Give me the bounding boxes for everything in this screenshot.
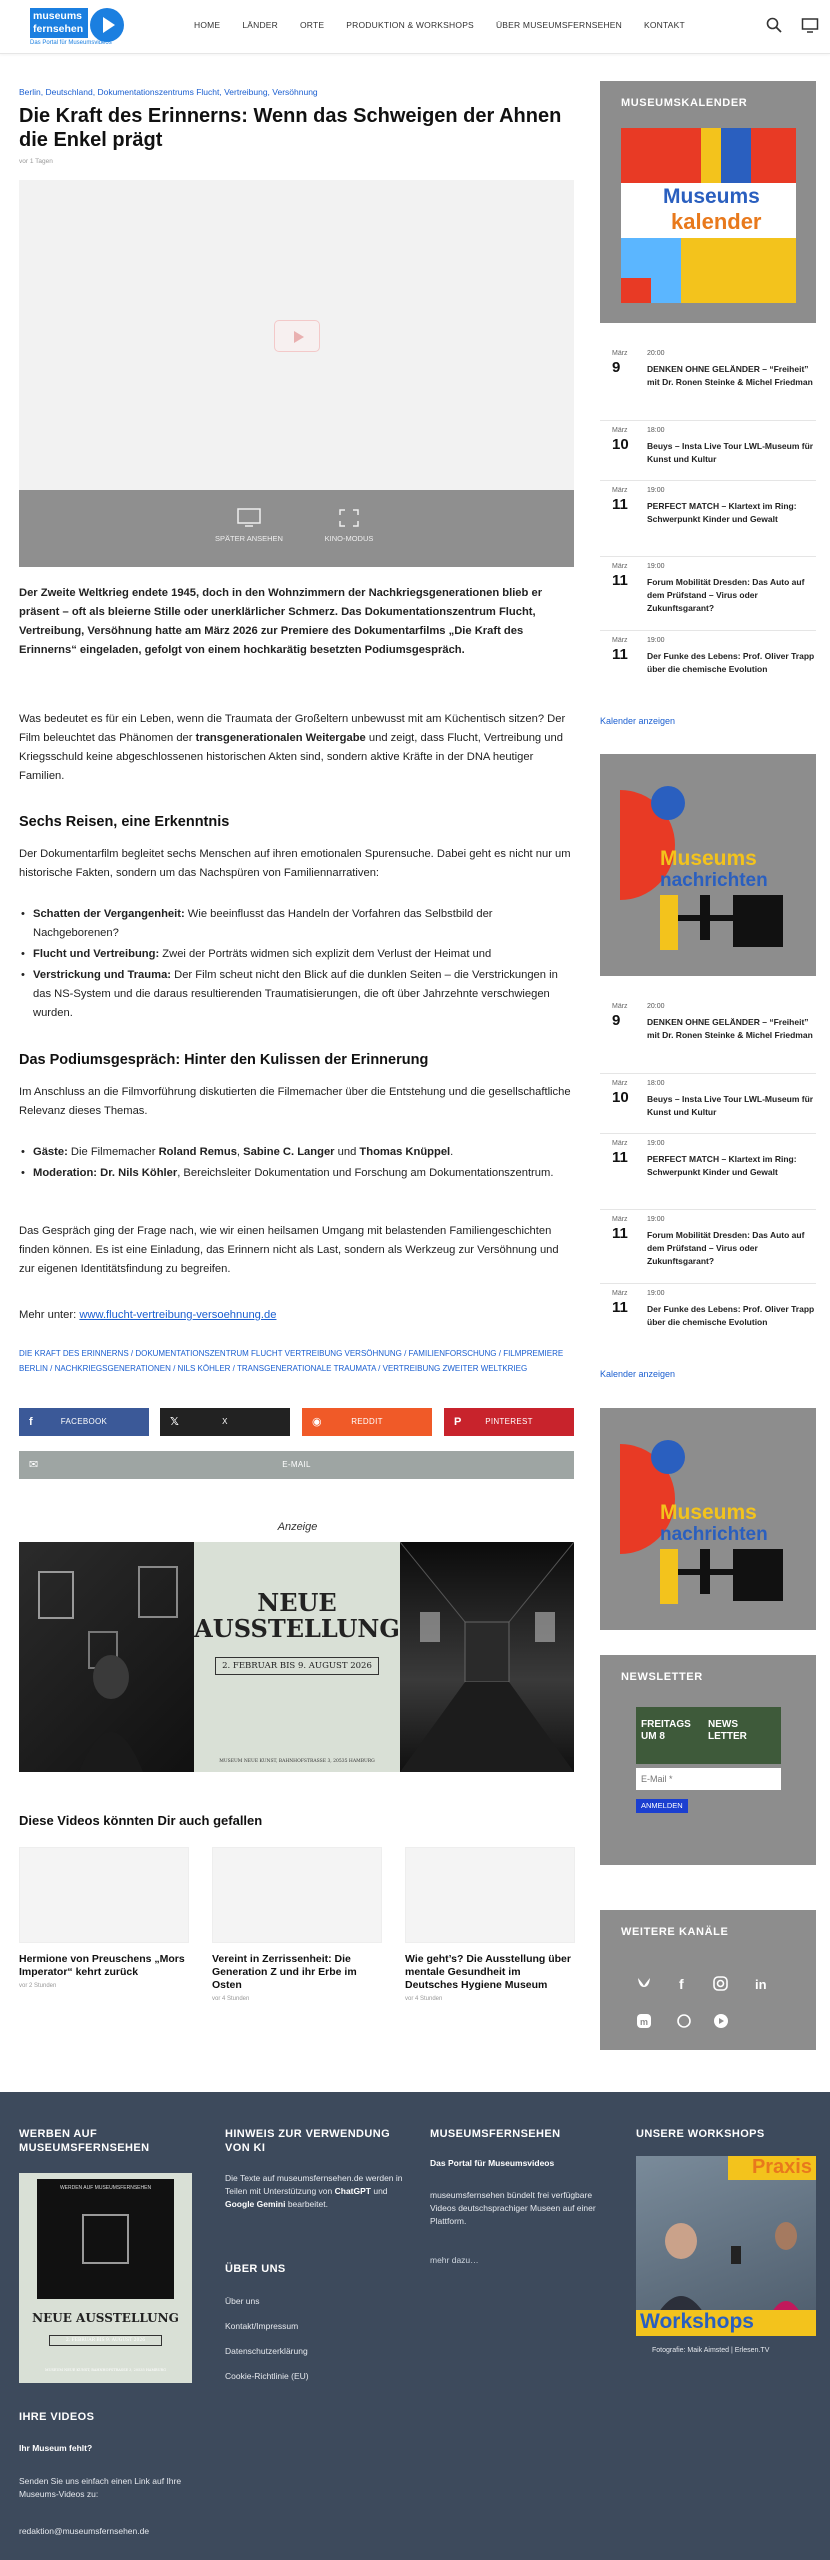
event-month: März	[612, 1003, 628, 1010]
section-heading-1: Sechs Reisen, eine Erkenntnis	[19, 814, 230, 830]
ad-label: Anzeige	[277, 1521, 318, 1533]
ai-text-e: bearbeitet.	[285, 2199, 328, 2209]
cinema-mode-button[interactable]	[304, 508, 394, 543]
video-thumbnail[interactable]	[19, 1847, 189, 1943]
divider	[600, 1209, 816, 1210]
footer-videos-subtitle: Ihr Museum fehlt?	[19, 2443, 93, 2453]
video-player[interactable]	[19, 180, 574, 567]
youtube-icon[interactable]	[714, 2014, 728, 2028]
bullet-list-1	[19, 905, 574, 1025]
related-video-card[interactable]	[212, 1847, 382, 2002]
calendar-logo-word2: kalender	[671, 209, 762, 234]
article-paragraph-2: Der Dokumentarfilm begleitet sechs Menschen auf ihren emotionalen Spurensuche. Dabei geht es nicht nur um historische Fakten, sondern um das Nachspüren von Familiennarrativen:	[19, 848, 571, 879]
article-tags[interactable]: DIE KRAFT DES ERINNERNS / DOKUMENTATIONSZENTRUM FLUCHT VERTREIBUNG VERSÖHNUNG / FAMILIENFORSCHUNG / FILMPREMIERE BERLIN / NACHKRIEGSGENERATIONEN / NILS KÖHLER / TRANSGENERATIONALE TRAUMATA / VERTREIBUNG ZWEITER WELTKRIEG	[19, 1349, 564, 1373]
bullet-text: Wie beeinflusst das Handeln der Vorfahren das Selbstbild der Nachgeborenen?	[33, 908, 493, 939]
guest-sep: und	[334, 1146, 360, 1158]
footer-workshops-image[interactable]	[636, 2156, 816, 2336]
bullet-text: Der Film scheut nicht den Blick auf die dunklen Seiten – die Verstrickungen in das NS-System und die daraus resultierenden Traumatisierungen, die oft über Jahrzehnte verschwiegen wurden.	[33, 969, 558, 1019]
article-paragraph-3: Im Anschluss an die Filmvorführung diskutierten die Filmemacher über die Entstehung und die gesellschaftliche Relevanz dieses Themas.	[19, 1086, 571, 1117]
calendar-show-link[interactable]: Kalender anzeigen	[600, 716, 676, 726]
event-time: 19:00	[647, 1140, 665, 1147]
footer-videos-email[interactable]: redaktion@museumsfernsehen.de	[19, 2526, 150, 2536]
bluesky-icon[interactable]	[638, 1978, 650, 1987]
share-label: FACEBOOK	[60, 1417, 108, 1426]
video-thumbnail[interactable]	[405, 1847, 575, 1943]
breadcrumb-zentrum[interactable]: Dokumentationszentrums Flucht, Vertreibung, Versöhnung	[97, 87, 318, 97]
moderation-label: Moderation: Dr. Nils Köhler	[33, 1167, 178, 1179]
event-title[interactable]: Forum Mobilität Dresden: Das Auto auf dem Prüfstand – Virus oder Zukunftsgarant?	[647, 1230, 805, 1266]
footer-ad-image[interactable]	[19, 2173, 192, 2383]
newsletter-subscribe-button[interactable]: ANMELDEN	[636, 1799, 688, 1813]
bullet-label: Schatten der Vergangenheit:	[33, 908, 185, 920]
ad-image-right	[400, 1542, 574, 1772]
event-month: März	[612, 1140, 628, 1147]
more-label: Mehr unter:	[19, 1309, 80, 1321]
related-video-title[interactable]: Vereint in Zerrissenheit: Die Generation Z und ihr Erbe im Osten	[212, 1953, 357, 1991]
event-month: März	[612, 563, 628, 570]
event-time: 19:00	[647, 1216, 665, 1223]
svg-text:m: m	[640, 2017, 649, 2027]
footer-link-cookies[interactable]: Cookie-Richtlinie (EU)	[225, 2371, 309, 2381]
ai-text-and: und	[370, 2186, 388, 2196]
footer-link-contact[interactable]: Kontakt/Impressum	[225, 2321, 299, 2331]
footer-ad-dates: 2. FEBRUAR BIS 9. AUGUST 2026	[49, 2335, 162, 2346]
guest-2: Sabine C. Langer	[243, 1146, 335, 1158]
article-date: vor 1 Tagen	[19, 158, 53, 165]
newsletter-widget	[600, 1655, 816, 1865]
news-logo[interactable]	[620, 775, 796, 955]
event-time: 19:00	[647, 487, 665, 494]
event-time: 18:00	[647, 427, 665, 434]
event-day: 11	[612, 646, 628, 663]
ad-headline: NEUE AUSSTELLUNG	[194, 1588, 400, 1643]
channels-title: WEITERE KANÄLE	[621, 1926, 729, 1938]
event-day: 11	[612, 1225, 628, 1242]
footer-about-title: ÜBER UNS	[225, 2263, 286, 2275]
event-month: März	[612, 637, 628, 644]
list-item	[19, 905, 574, 943]
related-videos-title: Diese Videos könnten Dir auch gefallen	[19, 1813, 263, 1828]
footer-link-privacy[interactable]: Datenschutzerklärung	[225, 2346, 308, 2356]
event-month: März	[612, 487, 628, 494]
news-logo-word2: nachrichten	[660, 1524, 768, 1545]
reddit-icon: ◉	[312, 1416, 322, 1428]
footer-ad-label: WERDEN AUF MUSEUMSFERNSEHEN	[59, 2185, 152, 2191]
guest-3: Thomas Knüppel	[359, 1146, 451, 1158]
event-time: 19:00	[647, 637, 665, 644]
newsletter-image	[636, 1707, 781, 1764]
more-link[interactable]: www.flucht-vertreibung-versoehnung.de	[79, 1309, 277, 1321]
event-time: 19:00	[647, 1290, 665, 1297]
linkedin-icon[interactable]	[755, 1977, 767, 1992]
guests-pre: Die Filmemacher	[67, 1146, 159, 1158]
related-video-card[interactable]	[405, 1847, 575, 2002]
event-day: 11	[612, 572, 628, 589]
newsletter-email-input[interactable]	[636, 1768, 781, 1790]
p1-text-a: Was bedeutet es für ein Leben, wenn die Traumata der Großeltern unbewusst mit am Küchentisch sitzen? Der Film beleuchtet das Phänomen der	[19, 713, 566, 744]
list-item	[19, 1164, 574, 1183]
event-month: März	[612, 1080, 628, 1087]
news-widget	[600, 1408, 816, 1630]
event-day: 11	[612, 1149, 628, 1166]
event-day: 10	[612, 1089, 629, 1106]
footer-ad-photo	[37, 2179, 174, 2299]
footer-ad-address: MUSEUM NEUE KUNST, BAHNHOFSTRASSE 3, 20535 HAMBURG	[45, 2368, 166, 2372]
logo-line1: museums	[33, 10, 83, 22]
ad-banner[interactable]	[19, 1542, 574, 1772]
news-logo-word1: Museums	[660, 1501, 757, 1524]
watch-later-label: SPÄTER ANSEHEN	[215, 534, 283, 543]
mastodon-icon[interactable]	[637, 2014, 651, 2028]
footer-link-about[interactable]: Über uns	[225, 2296, 260, 2306]
event-title[interactable]: Der Funke des Lebens: Prof. Oliver Trapp über die chemische Evolution	[647, 1304, 815, 1327]
event-day: 9	[612, 359, 621, 376]
share-pinterest-button[interactable]	[444, 1408, 574, 1436]
breadcrumb: Berlin, Deutschland, Dokumentationszentrums Flucht, Vertreibung, Versöhnung	[19, 87, 318, 97]
x-icon: 𝕏	[170, 1416, 180, 1428]
facebook-icon[interactable]	[679, 1976, 684, 1992]
footer-mf-subtitle: Das Portal für Museumsvideos	[430, 2158, 555, 2168]
gallery-visitor-illustration	[19, 1542, 194, 1772]
related-video-card[interactable]	[19, 1847, 189, 1989]
related-video-date: vor 4 Stunden	[212, 1996, 250, 2002]
search-icon[interactable]	[765, 16, 783, 34]
event-month: März	[612, 1216, 628, 1223]
share-label: REDDIT	[351, 1417, 383, 1426]
divider	[600, 630, 816, 631]
news-logo[interactable]	[620, 1429, 796, 1609]
event-time: 19:00	[647, 563, 665, 570]
event-time: 20:00	[647, 1003, 665, 1010]
news-logo-word1: Museums	[660, 847, 757, 870]
nav-laender[interactable]: LÄNDER	[242, 20, 278, 30]
guest-sep: ,	[236, 1146, 244, 1158]
calendar-widget	[600, 81, 816, 323]
video-overlay-bar	[19, 490, 574, 567]
event-month: März	[612, 1290, 628, 1297]
newsletter-image-text-a: FREITAGS UM 8	[641, 1719, 691, 1742]
footer-advertise-title: WERBEN AUF MUSEUMSFERNSEHEN	[19, 2128, 150, 2154]
event-title[interactable]: Der Funke des Lebens: Prof. Oliver Trapp über die chemische Evolution	[647, 651, 815, 674]
event-time: 18:00	[647, 1080, 665, 1087]
gallery-hall-illustration	[400, 1542, 574, 1772]
footer-ai-text	[225, 2172, 405, 2211]
event-title[interactable]: DENKEN OHNE GELÄNDER – “Freiheit” mit Dr. Ronen Steinke & Michel Friedman	[647, 1017, 813, 1040]
workshops-badge-bottom: Workshops	[636, 2310, 816, 2336]
footer-ad-headline: NEUE AUSSTELLUNG	[32, 2311, 179, 2325]
article-paragraph-1	[19, 710, 574, 786]
site-logo[interactable]	[30, 8, 136, 48]
event-month: März	[612, 427, 628, 434]
logo-line2: fernsehen	[33, 23, 84, 35]
list-item	[19, 966, 574, 1023]
event-title[interactable]: PERFECT MATCH – Klartext im Ring: Schwerpunkt Kinder und Gewalt	[647, 1154, 797, 1177]
nav-produktion[interactable]: PRODUKTION & WORKSHOPS	[346, 20, 474, 30]
breadcrumb-berlin[interactable]: Berlin	[19, 87, 41, 97]
moderation-text: , Bereichsleiter Dokumentation und Forschung am Dokumentationszentrum.	[177, 1167, 554, 1179]
calendar-title: MUSEUMSKALENDER	[621, 97, 748, 109]
related-video-date: vor 4 Stunden	[405, 1996, 443, 2002]
logo-tagline: Das Portal für Museumsvideos	[30, 40, 112, 46]
calendar-logo[interactable]	[621, 128, 796, 303]
monitor-icon	[237, 508, 261, 528]
nav-home[interactable]: HOME	[194, 20, 221, 30]
event-day: 10	[612, 436, 629, 453]
event-title[interactable]: Beuys – Insta Live Tour LWL-Museum für Kunst und Kultur	[647, 441, 814, 464]
ai-text-chatgpt: ChatGPT	[334, 2186, 371, 2196]
calendar-logo-word1: Museums	[663, 185, 760, 208]
instagram-icon[interactable]	[714, 1977, 727, 1990]
divider	[600, 480, 816, 481]
p1-text-c: und zeigt, dass Flucht, Vertreibung und Kriegsschuld keine abgeschlossenen historischen Akten sind, sondern aktive Kräfte in der DNA heutiger Familien.	[19, 732, 563, 782]
event-time: 20:00	[647, 350, 665, 357]
event-title[interactable]: Beuys – Insta Live Tour LWL-Museum für Kunst und Kultur	[647, 1094, 814, 1117]
nav-orte[interactable]: ORTE	[300, 20, 325, 30]
cinema-mode-label: KINO-MODUS	[324, 534, 374, 543]
footer-mf-text: museumsfernsehen bündelt frei verfügbare Videos deutschsprachiger Museen auf einer Plattform.	[430, 2190, 596, 2226]
main-nav	[194, 20, 707, 30]
footer-videos-title: IHRE VIDEOS	[19, 2411, 95, 2423]
svg-text:f: f	[679, 1976, 684, 1992]
video-thumbnail[interactable]	[212, 1847, 382, 1943]
newsletter-title: NEWSLETTER	[621, 1671, 703, 1683]
bullet-list-2	[19, 1143, 574, 1185]
footer-mf-title: MUSEUMSFERNSEHEN	[430, 2128, 561, 2140]
expand-icon	[338, 508, 360, 528]
newsletter-image-text-b: NEWS LETTER	[708, 1719, 747, 1742]
facebook-icon: f	[29, 1416, 33, 1428]
workshop-photo-illustration	[636, 2156, 816, 2336]
ad-address: MUSEUM NEUE KUNST, BAHNHOFSTRASSE 3, 20535 HAMBURG	[219, 1759, 375, 1764]
share-label: E-MAIL	[282, 1460, 311, 1469]
divider	[600, 1133, 816, 1134]
list-item	[19, 945, 574, 964]
divider	[600, 1073, 816, 1074]
share-reddit-button[interactable]	[302, 1408, 432, 1436]
share-email-button[interactable]	[19, 1451, 574, 1479]
event-title[interactable]: PERFECT MATCH – Klartext im Ring: Schwerpunkt Kinder und Gewalt	[647, 501, 797, 524]
article-paragraph-4: Das Gespräch ging der Frage nach, wie wir einen heilsamen Umgang mit belastenden Familiengeschichten finden können. Es ist eine Einladung, das Erinnern nicht als Last, sondern als Werkzeug zur Versöhnung und zur eigenen Identitätsfindung zu begreifen.	[19, 1225, 559, 1275]
workshops-badge-top: Praxis	[728, 2156, 816, 2180]
share-facebook-button[interactable]	[19, 1408, 149, 1436]
site-footer	[0, 2092, 830, 2560]
ai-text-gemini: Google Gemini	[225, 2199, 286, 2209]
divider	[600, 556, 816, 557]
article-title: Die Kraft des Erinnerns: Wenn das Schweigen der Ahnen die Enkel prägt	[19, 105, 562, 151]
event-day: 9	[612, 1012, 621, 1029]
guest-1: Roland Remus	[158, 1146, 237, 1158]
bullet-label: Verstrickung und Trauma:	[33, 969, 172, 981]
calendar-show-link[interactable]: Kalender anzeigen	[600, 1369, 676, 1379]
ad-image-left	[19, 1542, 194, 1772]
guest-end: .	[450, 1146, 454, 1158]
bullet-text: Zwei der Porträts widmen sich explizit dem Verlust der Heimat und	[159, 948, 492, 960]
footer-ai-title: HINWEIS ZUR VERWENDUNG VON KI	[225, 2128, 391, 2154]
channels-widget	[600, 1910, 816, 2050]
divider	[600, 420, 816, 421]
footer-videos-text: Senden Sie uns einfach einen Link auf Ihre Museums-Videos zu:	[19, 2476, 182, 2499]
event-title[interactable]: DENKEN OHNE GELÄNDER – “Freiheit” mit Dr. Ronen Steinke & Michel Friedman	[647, 364, 813, 387]
nav-kontakt[interactable]: KONTAKT	[644, 20, 685, 30]
ad-dates: 2. FEBRUAR BIS 9. AUGUST 2026	[215, 1657, 379, 1675]
watch-later-button[interactable]	[204, 508, 294, 543]
play-button[interactable]	[274, 320, 320, 352]
event-day: 11	[612, 1299, 628, 1316]
bullet-label: Flucht und Vertreibung:	[33, 948, 160, 960]
guests-label: Gäste:	[33, 1146, 68, 1158]
svg-text:in: in	[755, 1977, 767, 1992]
nav-ueber[interactable]: ÜBER MUSEUMSFERNSEHEN	[495, 20, 622, 30]
share-x-button[interactable]	[160, 1408, 290, 1436]
list-item	[19, 1143, 574, 1162]
footer-mf-more-link[interactable]: mehr dazu…	[430, 2255, 479, 2265]
pinterest-icon: P	[454, 1416, 462, 1428]
ai-text-a: Die Texte auf museumsfernsehen.de werden in Teilen mit Unterstützung von	[225, 2173, 403, 2196]
more-info	[19, 1306, 574, 1325]
news-widget	[600, 754, 816, 976]
event-day: 11	[612, 496, 628, 513]
p1-bold: transgenerationalen Weitergabe	[195, 732, 366, 744]
footer-workshops-caption: Fotografie: Maik Aimsted | Erlesen.TV	[652, 2347, 770, 2354]
section-heading-2: Das Podiumsgespräch: Hinter den Kulissen der Erinnerung	[19, 1052, 429, 1068]
divider	[600, 1283, 816, 1284]
news-logo-word2: nachrichten	[660, 870, 768, 891]
event-month: März	[612, 350, 628, 357]
threads-icon[interactable]	[678, 2015, 690, 2027]
social-icons	[634, 1974, 784, 2044]
article-intro: Der Zweite Weltkrieg endete 1945, doch in den Wohnzimmern der Nachkriegsgenerationen blieb er präsent – oft als bleierne Stille oder unerklärlicher Schmerz. Das Dokumentationszentrum Flucht, Vertreibung, Versöhnung hatte am März 2026 zur Premiere des Dokumentarfilms „Die Kraft des Erinnerns“ eingeladen, gefolgt von einem hochkarätig besetzten Podiumsgespräch.	[19, 587, 543, 656]
share-label: X	[222, 1417, 228, 1426]
related-video-title[interactable]: Hermione von Preuschens „Mors Imperator“ kehrt zurück	[19, 1953, 185, 1978]
site-header	[0, 0, 830, 54]
related-video-date: vor 2 Stunden	[19, 1983, 57, 1989]
related-video-title[interactable]: Wie geht’s? Die Ausstellung über mentale Gesundheit im Deutsches Hygiene Museum	[405, 1953, 571, 1991]
monitor-icon[interactable]	[801, 16, 819, 34]
event-title[interactable]: Forum Mobilität Dresden: Das Auto auf dem Prüfstand – Virus oder Zukunftsgarant?	[647, 577, 805, 613]
email-icon: ✉	[29, 1459, 39, 1471]
logo-play-icon	[90, 8, 124, 42]
breadcrumb-deutschland[interactable]: Deutschland	[45, 87, 93, 97]
share-label: PINTEREST	[485, 1417, 533, 1426]
footer-workshops-title: UNSERE WORKSHOPS	[636, 2128, 765, 2140]
logo-wordmark	[30, 8, 88, 38]
